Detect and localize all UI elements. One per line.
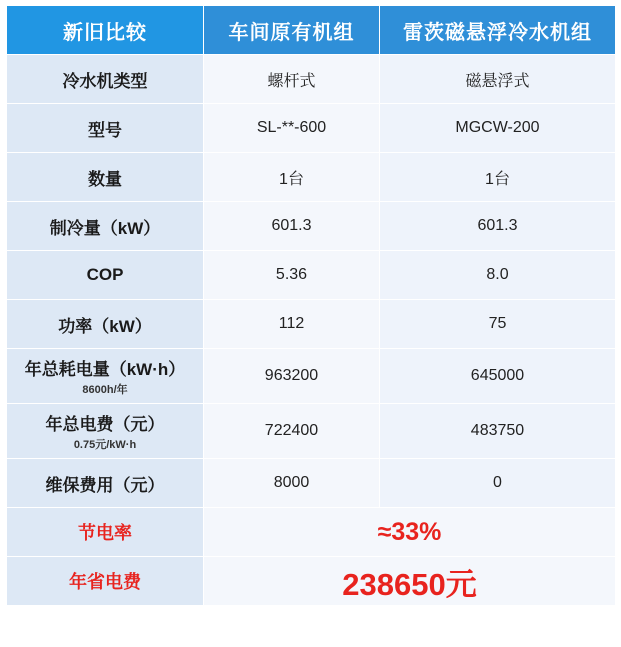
row-label bbox=[7, 404, 204, 459]
header-cell-old-unit: 车间原有机组 bbox=[204, 6, 380, 55]
table-row bbox=[7, 104, 616, 153]
row-value-old: 5.36 bbox=[204, 251, 380, 300]
table-row bbox=[7, 153, 616, 202]
row-label: 冷水机类型 bbox=[7, 55, 204, 104]
row-value-new: 601.3 bbox=[380, 202, 616, 251]
table-row bbox=[7, 349, 616, 404]
row-value-old: 1台 bbox=[204, 153, 380, 202]
header-cell-comparison: 新旧比较 bbox=[7, 6, 204, 55]
row-value-new: 1台 bbox=[380, 153, 616, 202]
highlight-label: 节电率 bbox=[7, 508, 204, 557]
header-cell-new-unit: 雷茨磁悬浮冷水机组 bbox=[380, 6, 616, 55]
row-value-old: 8000 bbox=[204, 459, 380, 508]
row-label-text: 年总耗电量（kW·h） bbox=[24, 360, 186, 379]
table-row bbox=[7, 251, 616, 300]
row-value-old: 601.3 bbox=[204, 202, 380, 251]
table-header-row bbox=[7, 6, 616, 55]
table-row bbox=[7, 202, 616, 251]
row-value-new: 483750 bbox=[380, 404, 616, 459]
table-row bbox=[7, 404, 616, 459]
table-row bbox=[7, 459, 616, 508]
table-row bbox=[7, 55, 616, 104]
row-value-new: 0 bbox=[380, 459, 616, 508]
highlight-value: ≈33% bbox=[204, 508, 616, 557]
row-label: COP bbox=[7, 251, 204, 300]
comparison-table bbox=[6, 5, 616, 606]
row-value-old: SL-**-600 bbox=[204, 104, 380, 153]
row-label: 功率（kW） bbox=[7, 300, 204, 349]
row-value-new: 8.0 bbox=[380, 251, 616, 300]
highlight-label: 年省电费 bbox=[7, 557, 204, 606]
row-value-new: 磁悬浮式 bbox=[380, 55, 616, 104]
highlight-row-annual-saving bbox=[7, 557, 616, 606]
row-label-note: 8600h/年 bbox=[82, 384, 128, 396]
row-label: 型号 bbox=[7, 104, 204, 153]
row-value-new: MGCW-200 bbox=[380, 104, 616, 153]
row-label bbox=[7, 349, 204, 404]
row-value-new: 75 bbox=[380, 300, 616, 349]
row-label: 数量 bbox=[7, 153, 204, 202]
row-label-note: 0.75元/kW·h bbox=[73, 439, 137, 451]
row-value-old: 963200 bbox=[204, 349, 380, 404]
row-label: 维保费用（元） bbox=[7, 459, 204, 508]
row-label: 制冷量（kW） bbox=[7, 202, 204, 251]
highlight-row-saving-rate bbox=[7, 508, 616, 557]
row-value-old: 螺杆式 bbox=[204, 55, 380, 104]
row-label-text: 年总电费（元） bbox=[45, 415, 165, 434]
row-value-new: 645000 bbox=[380, 349, 616, 404]
row-value-old: 722400 bbox=[204, 404, 380, 459]
table-row bbox=[7, 300, 616, 349]
highlight-value: 238650元 bbox=[204, 557, 616, 606]
row-value-old: 112 bbox=[204, 300, 380, 349]
